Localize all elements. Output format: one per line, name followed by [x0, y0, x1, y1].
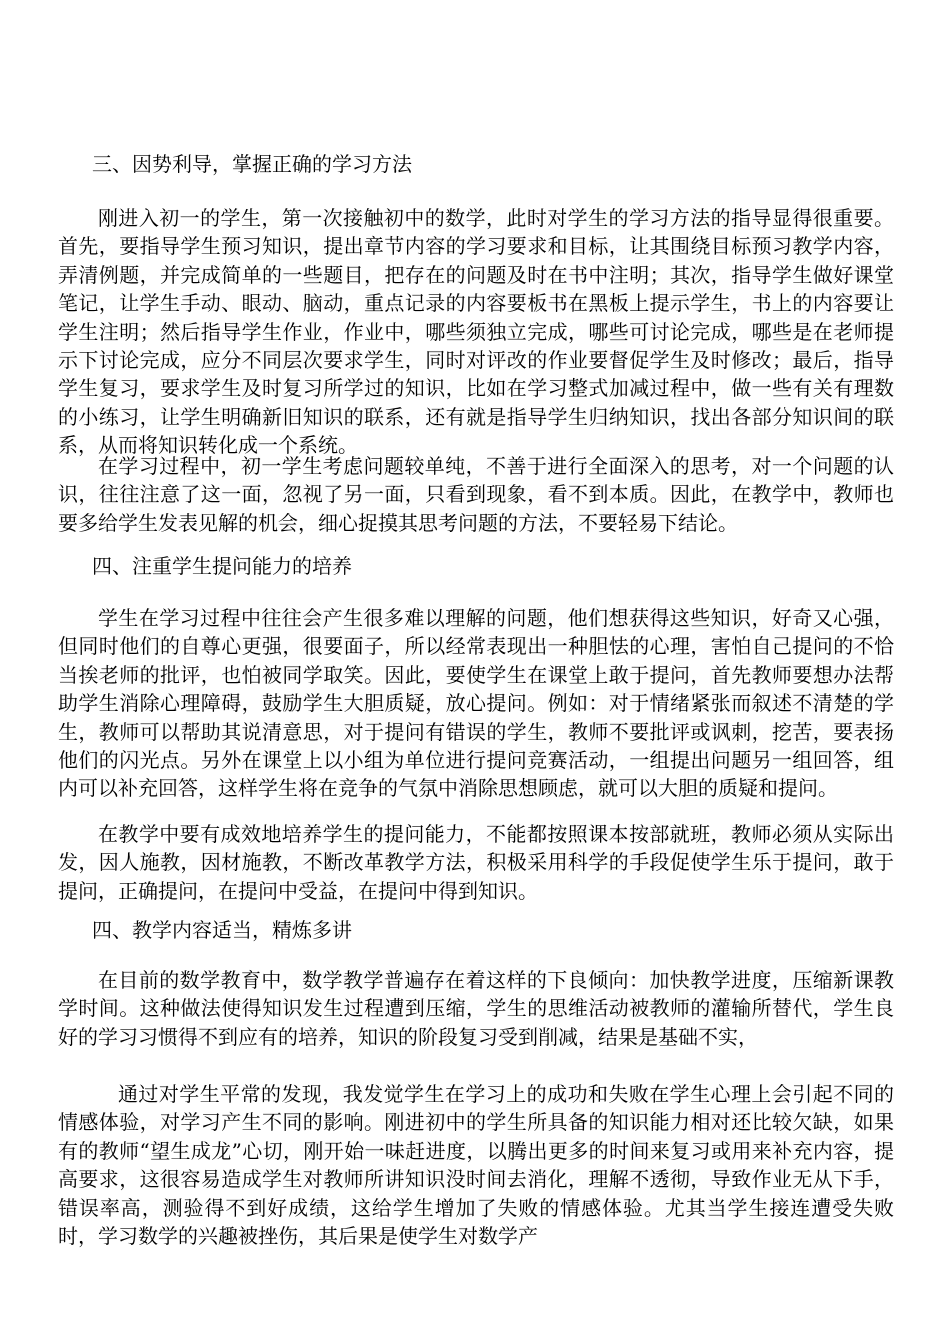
section-heading-4a: 四、注重学生提问能力的培养 [92, 554, 352, 578]
section-heading-3: 三、因势利导，掌握正确的学习方法 [92, 152, 412, 176]
paragraph-emotional-experience: 通过对学生平常的发现，我发觉学生在学习上的成功和失败在学生心理上会引起不同的情感体验，对学习产生不同的影响。刚进初中的学生所具备的知识能力相对还比较欠缺，如果有的教师“望生成龙”心切，刚开始一味赶进度，以腾出更多的时间来复习或用来补充内容，提高要求，这很容易造成学生对教师所讲知识没时间去消化，理解不透彻，导致作业无从下手，错误率高，测验得不到好成绩，这给学生增加了失败的情感体验。尤其当学生接连遭受失败时，学习数学的兴趣被挫伤，其后果是使学生对数学产 [58, 1082, 894, 1249]
section-heading-4b: 四、教学内容适当，精炼多讲 [92, 918, 352, 942]
paragraph-questioning: 学生在学习过程中往往会产生很多难以理解的问题，他们想获得这些知识，好奇又心强，但同时他们的自尊心更强，很要面子，所以经常表现出一种胆怯的心理，害怕自己提问的不恰当挨老师的批评，也怕被同学取笑。因此，要使学生在课堂上敢于提问，首先教师要想办法帮助学生消除心理障碍，鼓励学生大胆质疑，放心提问。例如：对于情绪紧张而叙述不清楚的学生，教师可以帮助其说清意思，对于提问有错误的学生，教师不要批评或讽刺，挖苦，要表扬他们的闪光点。另外在课堂上以小组为单位进行提问竞赛活动，一组提出问题另一组回答，组内可以补充回答，这样学生将在竞争的气氛中消除思想顾虑，就可以大胆的质疑和提问。 [58, 606, 894, 801]
paragraph-questioning-ability: 在教学中要有成效地培养学生的提问能力，不能都按照课本按部就班，教师必须从实际出发，因人施教，因材施教，不断改革教学方法，积极采用科学的手段促使学生乐于提问，敢于提问，正确提问，在提问中受益，在提问中得到知识。 [58, 822, 894, 903]
paragraph-study-methods: 刚进入初一的学生，第一次接触初中的数学，此时对学生的学习方法的指导显得很重要。首先，要指导学生预习知识，提出章节内容的学习要求和目标，让其围绕目标预习教学内容，弄清例题，并完成简单的一些题目，把存在的问题及时在书中注明；其次，指导学生做好课堂笔记，让学生手动、眼动、脑动，重点记录的内容要板书在黑板上提示学生，书上的内容要让学生注明；然后指导学生作业，作业中，哪些须独立完成，哪些可讨论完成，哪些是在老师提示下讨论完成，应分不同层次要求学生，同时对评改的作业要督促学生及时修改；最后，指导学生复习，要求学生及时复习所学过的知识，比如在学习整式加减过程中，做一些有关有理数的小练习，让学生明确新旧知识的联系，还有就是指导学生归纳知识，找出各部分知识间的联系，从而将知识转化成一个系统。 [58, 206, 894, 458]
paragraph-thinking: 在学习过程中，初一学生考虑问题较单纯，不善于进行全面深入的思考，对一个问题的认识，往往注意了这一面，忽视了另一面，只看到现象，看不到本质。因此，在教学中，教师也要多给学生发表见解的机会，细心捉摸其思考问题的方法，不要轻易下结论。 [58, 454, 894, 535]
paragraph-teaching-content: 在目前的数学教育中，数学教学普遍存在着这样的下良倾向：加快教学进度，压缩新课教学时间。这种做法使得知识发生过程遭到压缩，学生的思维活动被教师的灌输所替代，学生良好的学习习惯得不到应有的培养，知识的阶段复习受到削减，结果是基础不实， [58, 968, 894, 1049]
